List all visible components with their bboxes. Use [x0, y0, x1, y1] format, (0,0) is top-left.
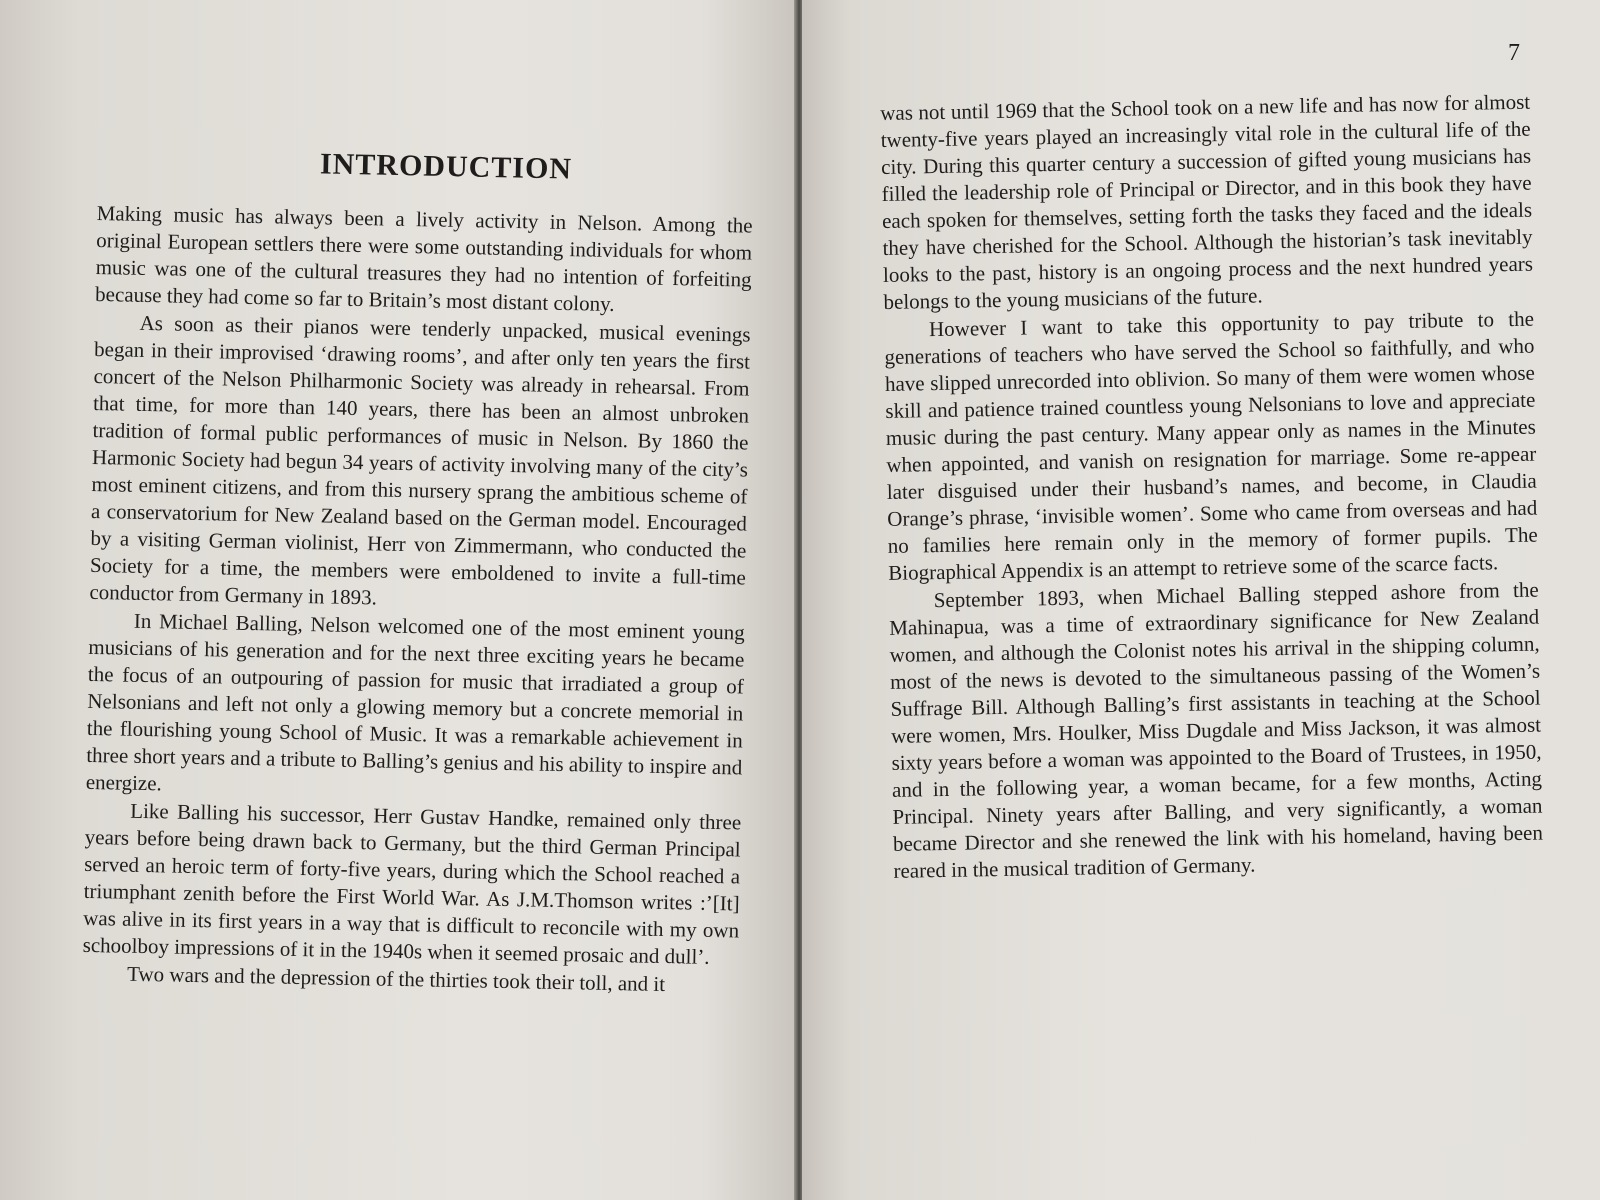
chapter-title: INTRODUCTION	[319, 147, 573, 186]
left-page-text	[82, 200, 753, 1000]
right-page-text	[880, 89, 1544, 886]
left-page	[0, 0, 796, 1200]
right-page	[802, 0, 1600, 1200]
paragraph: was not until 1969 that the School took on a new life and has now for almost twenty-five years played an increasingly vital role in the cultural life of the city. During this quarter century a succession of gifted young musicians has filled the leadership role of Principal or Director, and in this book they have each spoken for themselves, setting forth the tasks they faced and the ideals they have cherished for the School. Although the historian’s task inevitably looks to the past, history is an ongoing process and the next hundred years belongs to the young musicians of the future.	[880, 89, 1534, 314]
paragraph: Making music has always been a lively activity in Nelson. Among the original European settlers there were some outstanding individuals for whom music was one of the cultural treasures they had no intention of forfeiting because they had come so far to Britain’s most distant colony.	[94, 200, 753, 316]
paragraph: In Michael Balling, Nelson welcomed one of the most eminent young musicians of his generation and for the next three exciting years he became the focus of an outpouring of passion for music that irradiated a group of Nelsonians and left not only a glowing memory but a concrete memorial in the flourishing young School of Music. It was a remarkable achievement in three short years and a tribute to Balling’s genius and his ability to inspire and energize.	[85, 608, 746, 796]
paragraph: However I want to take this opportunity to pay tribute to the generations of teachers who have served the School so faithfully, and who have slipped unrecorded into oblivion. So many of them were women whose skill and patience trained countless young Nelsonians to love and appreciate music during the past century. Many appear only as names in the Minutes when appointed, and vanish on resignation for marriage. Some re-appear later disguised under their husband’s names, and become, in Claudia Orange’s phrase, ‘invisible women’. Some who came from overseas and had no families here remain only in the memory of former pupils. The Biographical Appendix is an attempt to retrieve some of the scarce facts.	[884, 306, 1538, 585]
paragraph: September 1893, when Michael Balling stepped ashore from the Mahinapua, was a time of extraordinary significance for New Zealand women, and although the Colonist notes his arrival in the shipping column, most of the news is devoted to the simultaneous passing of the Women’s Suffrage Bill. Although Balling’s first assistants in teaching at the School were women, Mrs. Houlker, Miss Dugdale and Miss Jackson, it was almost sixty years before a woman was appointed to the Board of Trustees, in 1950, and in the following year, a woman became, for a few months, Acting Principal. Ninety years after Balling, and very significantly, a woman became Director and she renewed the link with his homeland, having been reared in the musical tradition of Germany.	[889, 577, 1544, 883]
paragraph: Two wars and the depression of the thirties took their toll, and it	[126, 961, 666, 997]
paragraph: Like Balling his successor, Herr Gustav Handke, remained only three years before being drawn back to Germany, but the third German Principal served an heroic term of forty-five years, during which the School reached a triumphant zenith before the First World War. As J.M.Thomson writes :’[It] was alive in its first years in a way that is difficult to reconcile with my own schoolboy impressions of it in the 1940s when it seemed prosaic and dull’.	[82, 798, 742, 969]
page-number: 7	[1508, 40, 1520, 66]
paragraph: As soon as their pianos were tenderly unpacked, musical evenings began in their improvised ‘drawing rooms’, and after only ten years the first concert of the Nelson Philharmonic Society was already in rehearsal. From that time, for more than 140 years, there has been an almost unbroken tradition of formal public performances of music in Nelson. By 1860 the Harmonic Society had begun 34 years of activity involving many of the city’s most eminent citizens, and from this nursery sprang the ambitious scheme of a conservatorium for New Zealand based on the German model. Encouraged by a visiting German violinist, Herr von Zimmermann, who conducted the Society for a time, the members were emboldened to invite a full-time conductor from Germany in 1893.	[89, 310, 751, 610]
